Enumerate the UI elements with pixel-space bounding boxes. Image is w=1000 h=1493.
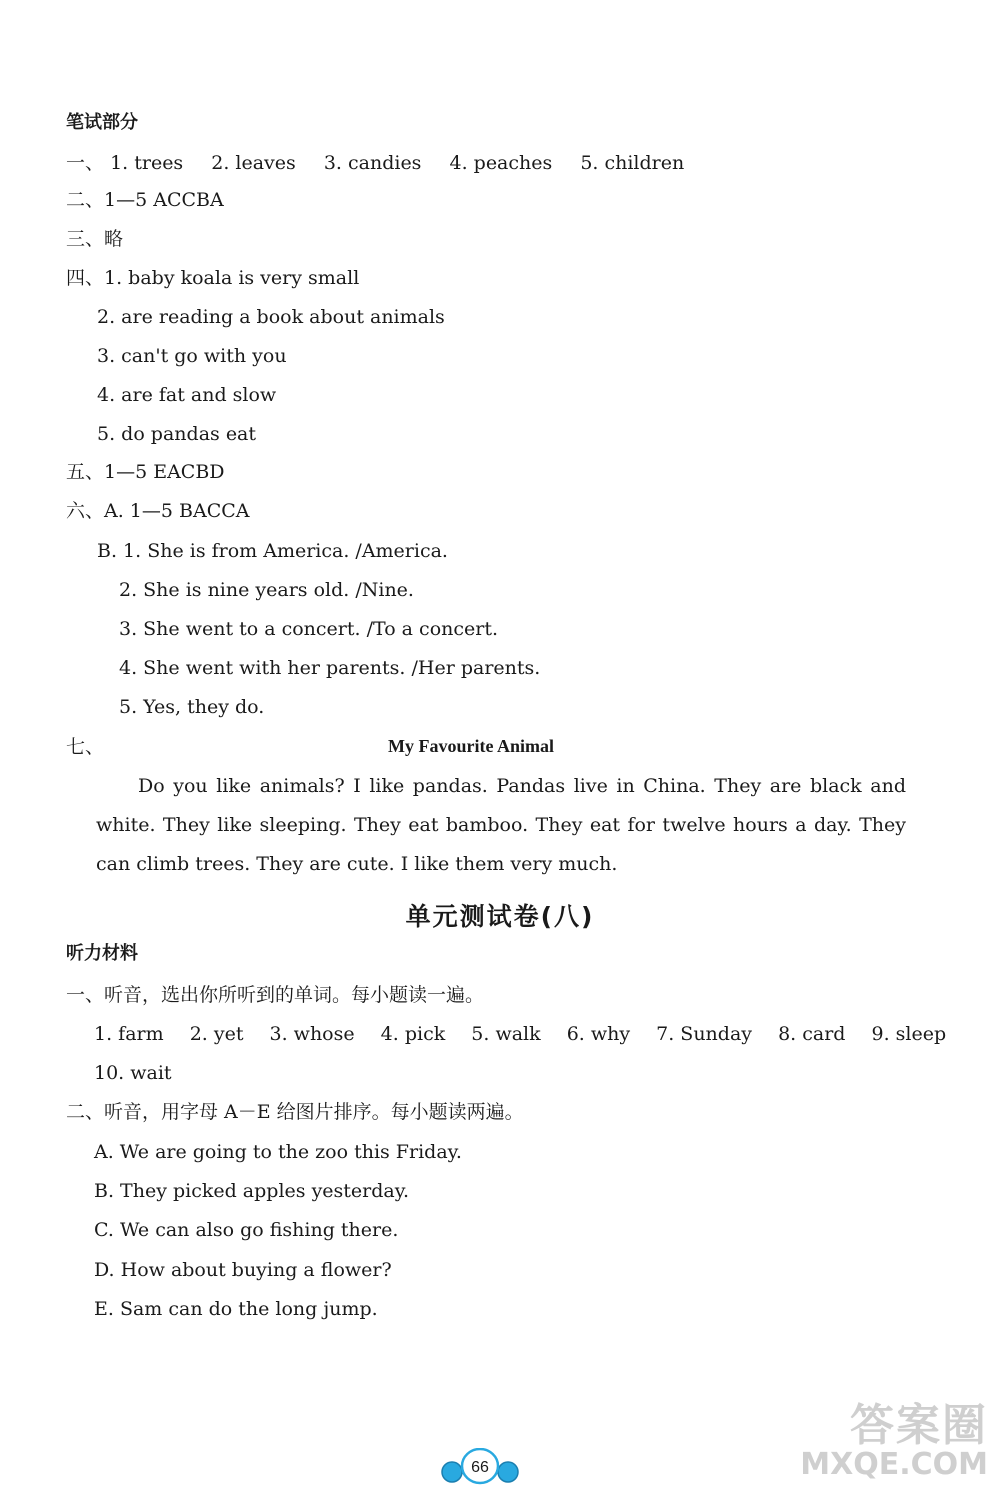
word-item: 4. pick [380,1023,446,1045]
q1-item: 4. peaches [449,152,553,174]
written-section-heading: 笔试部分 [66,112,138,133]
word-item: 10. wait [94,1062,172,1084]
answer-q1 [66,151,684,175]
essay-title: My Favourite Animal [388,736,554,756]
answer-q6b-line: 4. She went with her parents. /Her parents. [119,657,541,679]
answer-q4-line: 2. are reading a book about animals [97,306,445,328]
answer-q4-line: 5. do pandas eat [97,423,257,445]
essay-body [96,767,906,884]
word-item: 8. card [778,1023,846,1045]
answer-q6b-line: 5. Yes, they do. [119,696,265,718]
answer-q4-line: 3. can't go with you [97,345,287,367]
answer-q6b-line: 2. She is nine years old. /Nine. [119,579,414,601]
listening-q2-sentence: D. How about buying a flower? [94,1259,392,1281]
q1-item: 3. candies [323,152,422,174]
answer-q6b-line: 3. She went to a concert. /To a concert. [119,618,499,640]
listening-q2-sentence: E. Sam can do the long jump. [94,1298,378,1320]
listening-q2-sentence: A. We are going to the zoo this Friday. [94,1141,462,1163]
q1-item: 2. leaves [211,152,296,174]
unit-test-title: 单元测试卷(八) [405,902,595,931]
listening-q2-sentence: B. They picked apples yesterday. [94,1180,410,1202]
q1-number: 一、 [66,152,105,174]
q1-item: 1. trees [110,152,184,174]
answer-q4-line: 4. are fat and slow [97,384,277,406]
word-item: 5. walk [471,1023,541,1045]
listening-q1-words [94,1022,946,1046]
page-number: 66 [471,1459,489,1476]
word-item: 2. yet [189,1023,244,1045]
answer-q4-line: 四、1. baby koala is very small [66,267,360,289]
essay-paragraph: Do you like animals? I like pandas. Pandas live in China. They are black and white. They like sleeping. They eat bamboo. They eat for twelve hours a day. They can climb trees. They are cute. I like them very much. [96,775,906,875]
answer-q6a: 六、A. 1—5 BACCA [66,500,250,522]
word-item: 7. Sunday [656,1023,753,1045]
word-item: 9. sleep [871,1023,947,1045]
answer-q3: 三、略 [66,228,124,250]
answer-q6b-line: B. 1. She is from America. /America. [97,540,448,562]
listening-q2-instruction: 二、听音，用字母 A－E 给图片排序。每小题读两遍。 [66,1101,524,1123]
page-number-badge [438,1448,522,1488]
listening-q1-instruction: 一、听音，选出你所听到的单词。每小题读一遍。 [66,984,485,1006]
word-item: 1. farm [94,1023,164,1045]
listening-q2-sentence: C. We can also go fishing there. [94,1219,399,1241]
listening-heading: 听力材料 [66,943,138,964]
watermark [800,1400,988,1482]
word-item: 3. whose [269,1023,355,1045]
watermark-domain: MXQE.COM [800,1447,988,1482]
word-item: 6. why [566,1023,631,1045]
answer-q2: 二、1—5 ACCBA [66,189,224,211]
answer-q5: 五、1—5 EACBD [66,461,225,483]
answer-q7-number: 七、 [66,736,105,758]
watermark-logo-text: 答案圈 [850,1400,988,1451]
q1-item: 5. children [580,152,685,174]
page-badge-graphic [438,1448,522,1488]
